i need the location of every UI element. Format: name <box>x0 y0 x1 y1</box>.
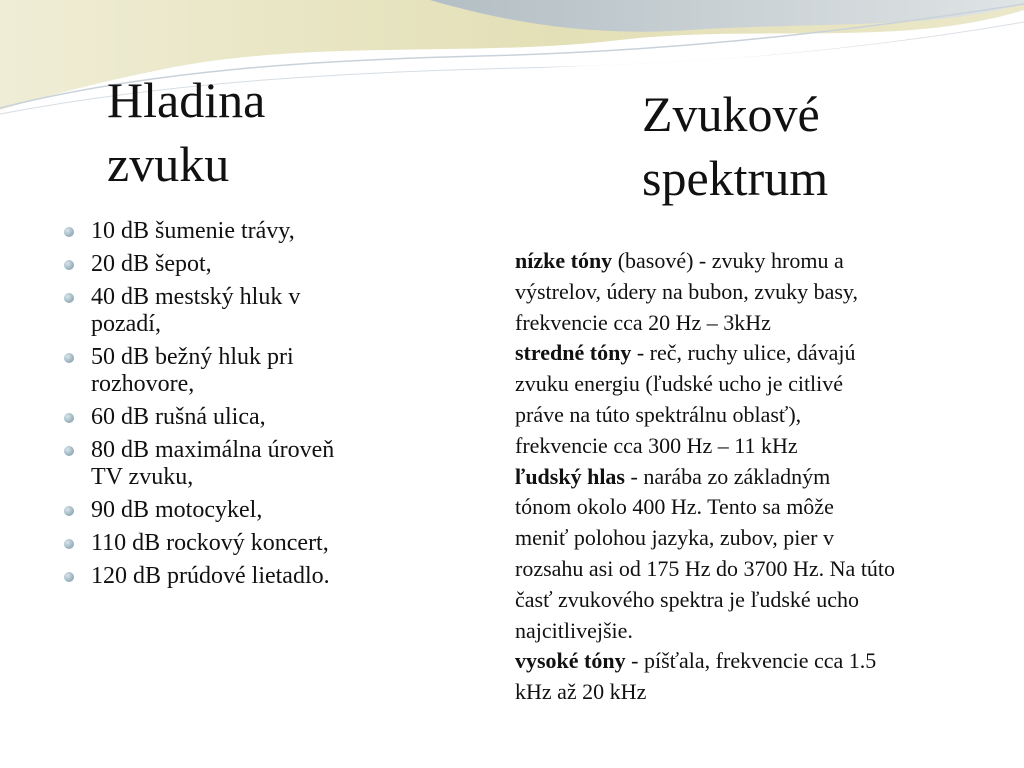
spectrum-paragraph-voice: ľudský hlas - narába zo základným tónom okolo 400 Hz. Tento sa môže meniť polohou jazyka, zubov, pier v rozsahu asi od 175 Hz do 3700 Hz. Na túto časť zvukového spektra je ľudské ucho najcitlivejšie. <box>515 463 896 643</box>
bullet-icon <box>64 227 74 237</box>
list-item: 120 dB prúdové lietadlo. <box>62 563 432 590</box>
left-title <box>107 68 427 196</box>
bullet-icon <box>64 572 74 582</box>
bullet-icon <box>64 506 74 516</box>
list-item: 110 dB rockový koncert, <box>62 530 432 557</box>
spectrum-term: vysoké tóny <box>515 648 626 674</box>
bullet-icon <box>64 446 74 456</box>
spectrum-term: nízke tóny <box>515 248 613 273</box>
spectrum-paragraph-low: nízke tóny (basové) - zvuky hromu a výstrelov, údery na bubon, zvuky basy, frekvencie cca 20 Hz – 3kHz <box>515 248 858 335</box>
spectrum-term: stredné tóny <box>515 340 632 366</box>
left-title-line: zvuku <box>107 136 230 192</box>
list-item: 60 dB rušná ulica, <box>62 404 432 431</box>
list-item: 80 dB maximálna úroveň TV zvuku, <box>62 437 432 491</box>
spectrum-term: ľudský hlas <box>515 463 625 489</box>
bullet-icon <box>64 293 74 303</box>
bullet-icon <box>64 413 74 423</box>
left-title-line: Hladina <box>107 72 266 128</box>
bullet-icon <box>64 260 74 270</box>
right-title <box>642 82 1002 210</box>
list-item: 40 dB mestský hluk v pozadí, <box>62 284 432 338</box>
list-item: 90 dB motocykel, <box>62 497 432 524</box>
spectrum-paragraph-mid: stredné tóny - reč, ruchy ulice, dávajú zvuku energiu (ľudské ucho je citlivé práve na túto spektrálnu oblasť), frekvencie cca 300 Hz – 11 kHz <box>515 340 856 458</box>
bullet-icon <box>64 539 74 549</box>
bullet-icon <box>64 353 74 363</box>
list-item: 10 dB šumenie trávy, <box>62 218 432 245</box>
right-title-line: spektrum <box>642 150 829 206</box>
spectrum-description <box>515 246 985 708</box>
list-item: 20 dB šepot, <box>62 251 432 278</box>
sound-level-list <box>62 218 432 596</box>
list-item: 50 dB bežný hluk pri rozhovore, <box>62 344 432 398</box>
spectrum-paragraph-high: vysoké tóny - píšťala, frekvencie cca 1.5 kHz až 20 kHz <box>515 648 877 705</box>
right-title-line: Zvukové <box>642 86 820 142</box>
